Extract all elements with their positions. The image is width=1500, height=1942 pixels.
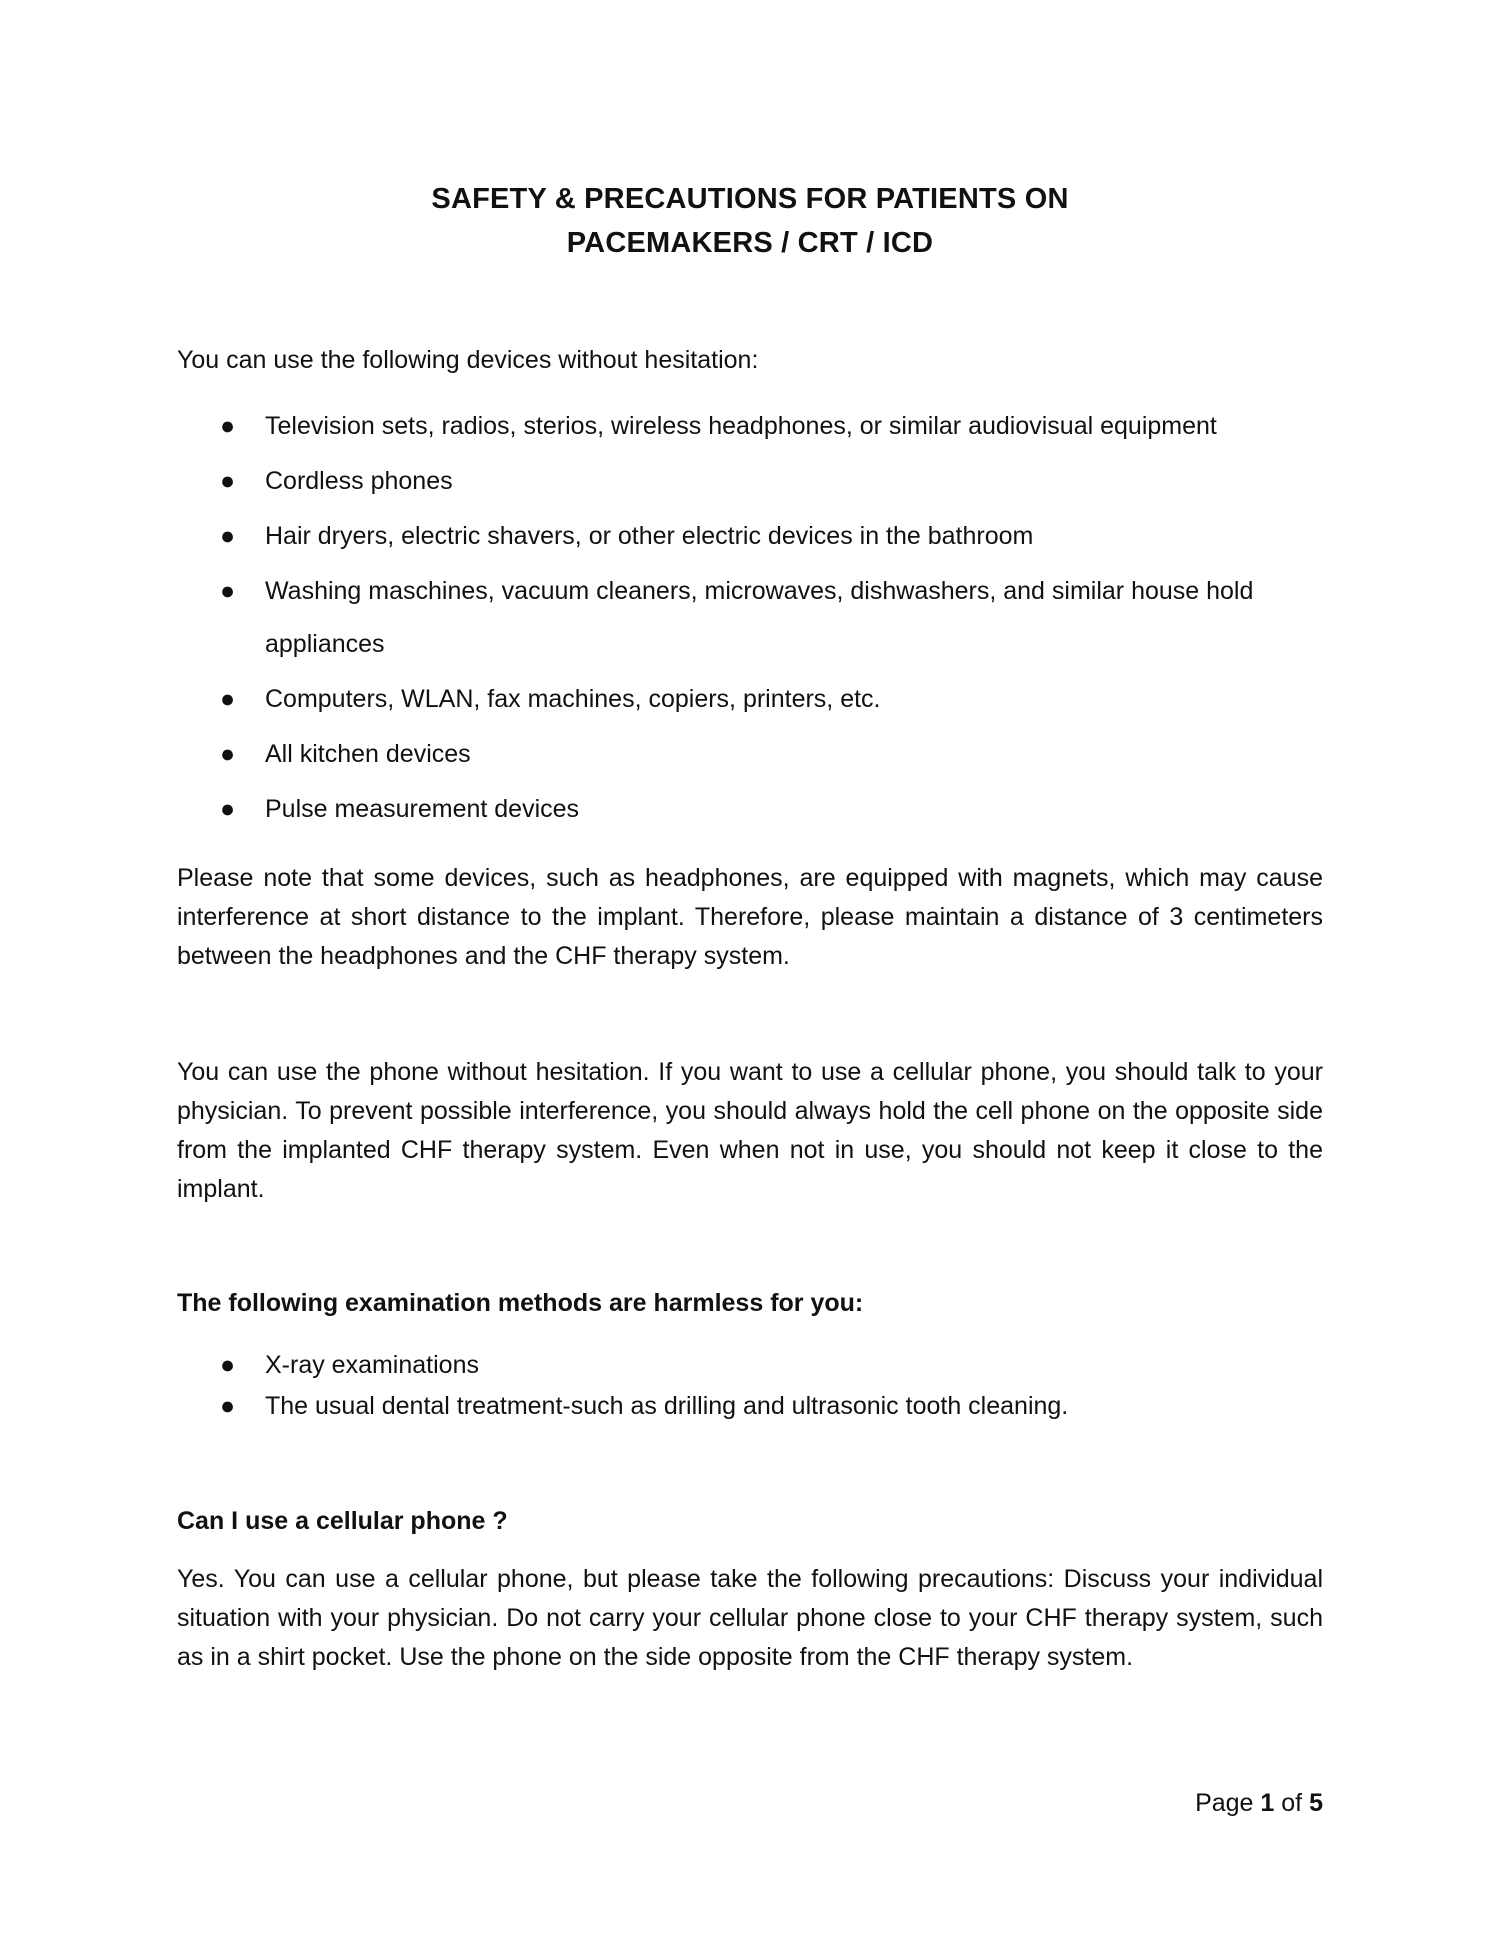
exam-list: [177, 1345, 1323, 1427]
page-label: Page: [1195, 1789, 1254, 1817]
list-item-text: The usual dental treatment-such as drilling and ultrasonic tooth cleaning.: [265, 1392, 1069, 1420]
page-footer: [1195, 1784, 1323, 1823]
list-item: [177, 565, 1323, 671]
list-item-text: Hair dryers, electric shavers, or other electric devices in the bathroom: [265, 522, 1034, 550]
page-number: 1: [1260, 1789, 1275, 1817]
list-item-text: All kitchen devices: [265, 740, 471, 768]
list-item-text: Computers, WLAN, fax machines, copiers, printers, etc.: [265, 685, 881, 713]
of-label: of: [1281, 1789, 1303, 1817]
page-total: 5: [1309, 1789, 1323, 1817]
list-item-text: Television sets, radios, sterios, wireless headphones, or similar audiovisual equipment: [265, 412, 1217, 440]
list-item: [177, 1386, 1323, 1427]
list-item-text: Cordless phones: [265, 467, 453, 495]
list-item: [177, 728, 1323, 781]
intro-text: You can use the following devices without hesitation:: [177, 346, 759, 374]
list-item-text: Washing maschines, vacuum cleaners, microwaves, dishwashers, and similar house hold appliances: [265, 577, 1254, 658]
document-title-line-1: SAFETY & PRECAUTIONS FOR PATIENTS ON: [431, 183, 1069, 215]
list-item: [177, 673, 1323, 726]
cellular-phone-paragraph: Yes. You can use a cellular phone, but please take the following precautions: Discuss your individual situation with your physician. Do not carry your cellular phone close to your CHF therapy system, such as in a shirt pocket. Use the phone on the side opposite from the CHF therapy system.: [177, 1565, 1323, 1671]
exam-methods-heading: The following examination methods are harmless for you:: [177, 1289, 864, 1317]
bullet-icon: ●: [220, 1351, 236, 1379]
list-item-text: X-ray examinations: [265, 1351, 479, 1379]
list-item-text: Pulse measurement devices: [265, 795, 580, 823]
document-title-line-2: PACEMAKERS / CRT / ICD: [566, 227, 934, 259]
list-item: [177, 400, 1323, 453]
bullet-icon: ●: [220, 1392, 236, 1420]
bullet-icon: ●: [220, 795, 236, 823]
device-list: [177, 400, 1323, 838]
bullet-icon: ●: [220, 412, 236, 440]
cellular-phone-heading: Can I use a cellular phone ?: [177, 1507, 508, 1535]
bullet-icon: ●: [220, 740, 236, 768]
list-item: [177, 1345, 1323, 1386]
list-item: [177, 455, 1323, 508]
list-item: [177, 510, 1323, 563]
bullet-icon: ●: [220, 467, 236, 495]
bullet-icon: ●: [220, 522, 236, 550]
magnet-note: Please note that some devices, such as headphones, are equipped with magnets, which may cause interference at short distance to the implant. Therefore, please maintain a distance of 3 centimeters between the headphones and the CHF therapy system.: [177, 864, 1323, 970]
bullet-icon: ●: [220, 577, 236, 605]
list-item: [177, 783, 1323, 836]
bullet-icon: ●: [220, 685, 236, 713]
phone-usage-paragraph: You can use the phone without hesitation. If you want to use a cellular phone, you should talk to your physician. To prevent possible interference, you should always hold the cell phone on the opposite side from the implanted CHF therapy system. Even when not in use, you should not keep it close to the implant.: [177, 1058, 1323, 1203]
